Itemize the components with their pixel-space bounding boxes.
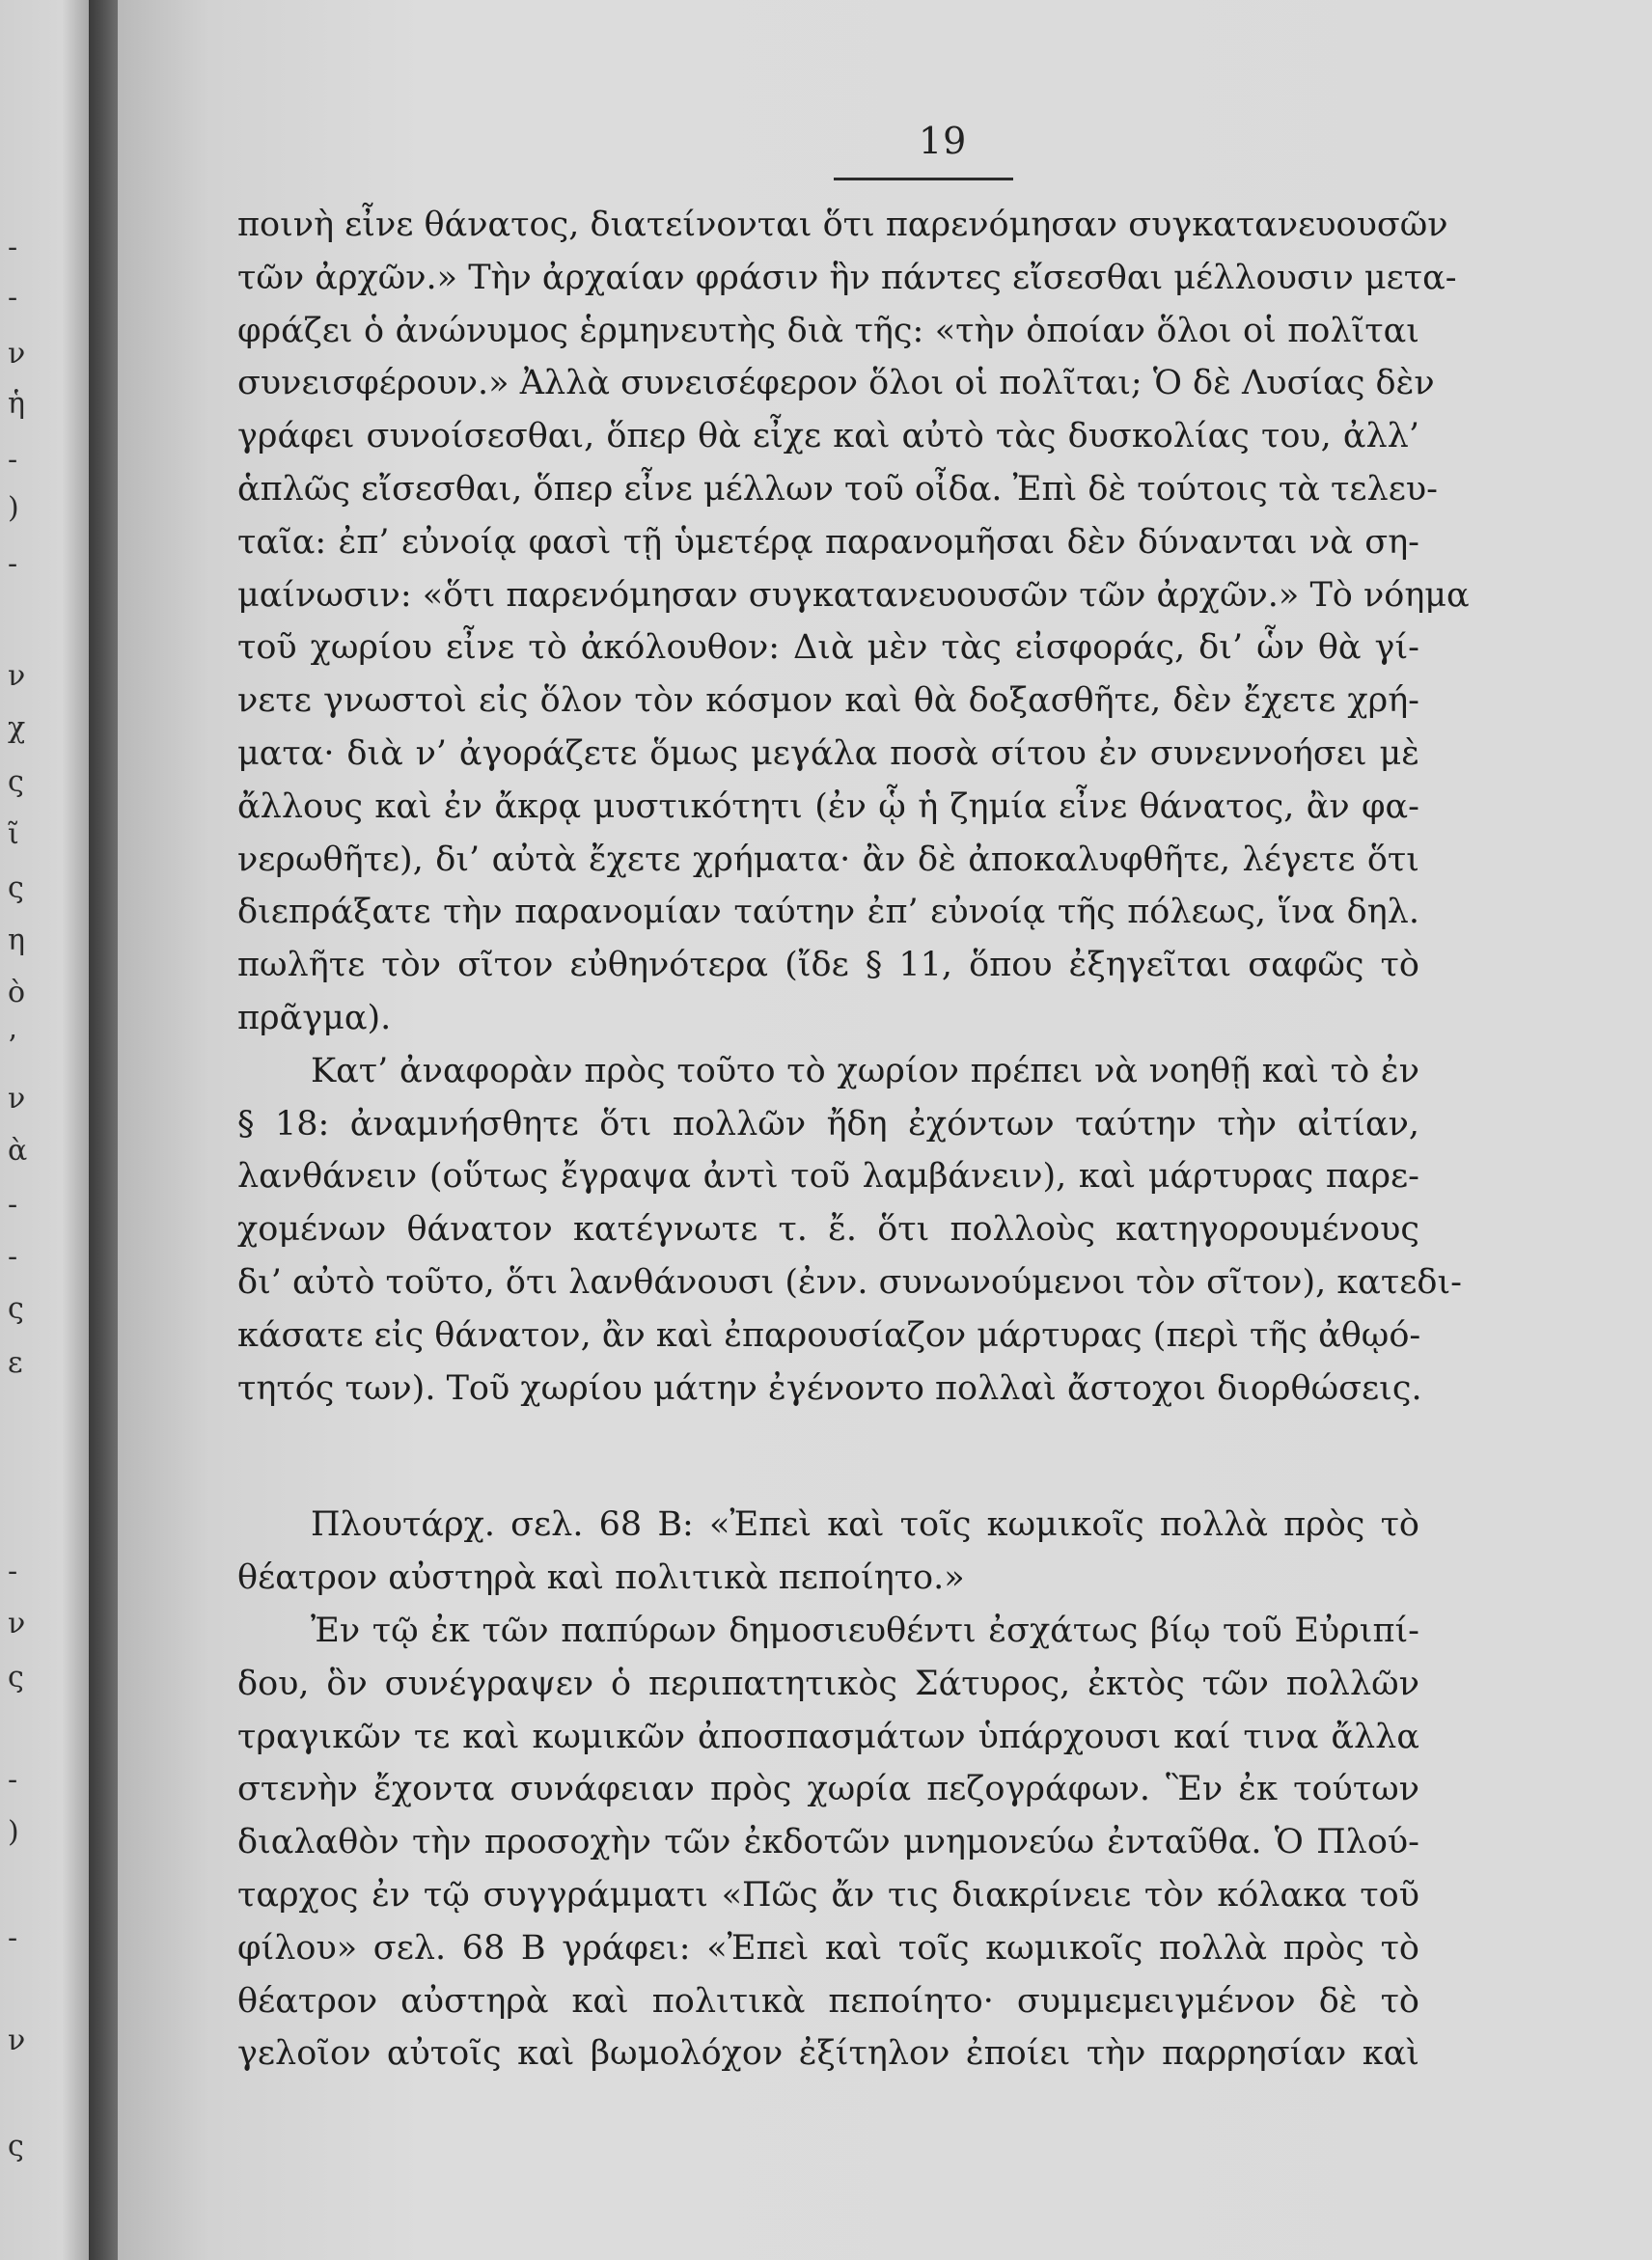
text-line: ταρχος ἐν τῷ συγγράμματι «Πῶς ἄν τις διακρίνειε τὸν κόλακα τοῦ (237, 1875, 1419, 1915)
paragraph (237, 1045, 1462, 1416)
facing-page-fragment: - (8, 1763, 18, 1797)
facing-page-fragment: ς (8, 2130, 24, 2164)
text-line: νετε γνωστοὶ εἰς ὅλον τὸν κόσμον καὶ θὰ δοξασθῆτε, δὲν ἔχετε χρή- (237, 681, 1419, 721)
header-rule (834, 178, 1013, 180)
text-line: Κατ’ ἀναφορὰν πρὸς τοῦτο τὸ χωρίον πρέπει νὰ νοηθῇ καὶ τὸ ἐν (311, 1051, 1419, 1090)
facing-page-fragment: - (8, 1240, 18, 1274)
text-line: γελοῖον αὐτοῖς καὶ βωμολόχον ἐξίτηλον ἐποίει τὴν παρρησίαν καὶ (237, 2034, 1419, 2074)
text-line: φίλου» σελ. 68 B γράφει: «Ἐπεὶ καὶ τοῖς κωμικοῖς πολλὰ πρὸς τὸ (237, 1928, 1419, 1968)
text-line: Ἐν τῷ ἐκ τῶν παπύρων δημοσιευθέντι ἐσχάτως βίῳ τοῦ Εὐριπί- (311, 1611, 1419, 1650)
facing-page-fragment: ν (8, 337, 26, 371)
facing-page-fragment: ς (8, 1661, 24, 1695)
text-line: χομένων θάνατον κατέγνωτε τ. ἔ. ὅτι πολλοὺς κατηγορουμένους (237, 1210, 1419, 1250)
text-line: ποινὴ εἶνε θάνατος, διατείνονται ὅτι παρενόμησαν συγκατανευουσῶν (237, 206, 1448, 244)
text-line: διαλαθὸν τὴν προσοχὴν τῶν ἐκδοτῶν μνημονεύω ἐνταῦθα. Ὁ Πλού- (237, 1823, 1419, 1862)
text-line: ματα· διὰ ν’ ἀγοράζετε ὅμως μεγάλα ποσὰ σίτου ἐν συνεννοήσει μὲ (237, 733, 1419, 773)
text-line: πρᾶγμα). (237, 998, 392, 1037)
facing-page-fragment: ς (8, 871, 24, 905)
text-line: τοῦ χωρίου εἶνε τὸ ἀκόλουθον: Διὰ μὲν τὰς εἰσφοράς, δι’ ὧν θὰ γί- (237, 628, 1419, 668)
facing-page-fragment: ν (8, 659, 26, 693)
facing-page-fragment: ) (8, 491, 19, 525)
text-line: δου, ὃν συνέγραψεν ὁ περιπατητικὸς Σάτυρος, ἐκτὸς τῶν πολλῶν (237, 1664, 1419, 1703)
text-line: τητός των). Τοῦ χωρίου μάτην ἐγένοντο πολλαὶ ἄστοχοι διορθώσεις. (237, 1368, 1422, 1408)
text-line: συνεισφέρουν.» Ἀλλὰ συνεισέφερον ὅλοι οἱ πολῖται; Ὁ δὲ Λυσίας δὲν (237, 364, 1435, 403)
paragraph (237, 199, 1470, 1045)
facing-page-fragment: ) (8, 1815, 19, 1849)
facing-page-fragment: η (8, 923, 25, 957)
text-line: κάσατε εἰς θάνατον, ἂν καὶ ἐπαρουσίαζον μάρτυρας (περὶ τῆς ἀθῳό- (237, 1315, 1421, 1355)
text-line: ἁπλῶς εἴσεσθαι, ὅπερ εἶνε μέλλων τοῦ οἶδα. Ἐπὶ δὲ τούτοις τὰ τελευ- (237, 469, 1438, 509)
facing-page-fragment: ἡ (8, 387, 25, 421)
text-line: δι’ αὐτὸ τοῦτο, ὅτι λανθάνουσι (ἐνν. συνωνούμενοι τὸν σῖτον), κατεδι- (237, 1262, 1462, 1302)
facing-page-fragment: ν (8, 1607, 26, 1640)
left-page-margin (0, 0, 89, 2260)
text-line: θέατρον αὐστηρὰ καὶ πολιτικὰ πεποίητο· συμμεμειγμένον δὲ τὸ (237, 1981, 1419, 2021)
paragraph-gap (237, 1415, 1419, 1499)
text-line: νερωθῆτε), δι’ αὐτὰ ἔχετε χρήματα· ἂν δὲ ἀποκαλυφθῆτε, λέγετε ὅτι (237, 840, 1419, 879)
text-line: στενὴν ἔχοντα συνάφειαν πρὸς χωρία πεζογράφων. Ἓν ἐκ τούτων (237, 1770, 1419, 1809)
paragraph (237, 1499, 1419, 1605)
text-line: διεπράξατε τὴν παρανομίαν ταύτην ἐπ’ εὐνοίᾳ τῆς πόλεως, ἵνα δηλ. (237, 893, 1419, 932)
facing-page-fragment: ν (8, 2024, 26, 2057)
facing-page-fragment: ὸ (8, 976, 26, 1009)
text-line: μαίνωσιν: «ὅτι παρενόμησαν συγκατανευουσῶν τῶν ἀρχῶν.» Τὸ νόημα (237, 575, 1470, 615)
facing-page-fragment: - (8, 281, 18, 315)
facing-page-fragment: ’ (8, 1030, 17, 1063)
facing-page-fragment: ς (8, 765, 24, 799)
facing-page-fragment: - (8, 1555, 18, 1588)
text-line: ταῖα: ἐπ’ εὐνοίᾳ φασὶ τῇ ὑμετέρᾳ παρανομῆσαι δὲν δύνανται νὰ ση- (237, 522, 1419, 562)
text-line: θέατρον αὐστηρὰ καὶ πολιτικὰ πεποίητο.» (237, 1558, 965, 1598)
facing-page-fragment: ὰ (8, 1134, 28, 1168)
facing-page-fragment: - (8, 547, 18, 581)
facing-page-fragment: ν (8, 1082, 26, 1116)
text-line: ἄλλους καὶ ἐν ἄκρᾳ μυστικότητι (ἐν ᾧ ἡ ζημία εἶνε θάνατος, ἂν φα- (237, 786, 1419, 826)
text-line: § 18: ἀναμνήσθητε ὅτι πολλῶν ἤδη ἐχόντων ταύτην τὴν αἰτίαν, (237, 1104, 1419, 1144)
text-line: γράφει συνοίσεσθαι, ὅπερ θὰ εἶχε καὶ αὐτὸ τὰς δυσκολίας του, ἀλλ’ (237, 417, 1419, 456)
book-spine (89, 0, 118, 2260)
text-line: φράζει ὁ ἀνώνυμος ἑρμηνευτὴς διὰ τῆς: «τὴν ὁποίαν ὅλοι οἱ πολῖται (237, 311, 1419, 350)
facing-page-fragment: - (8, 231, 18, 264)
facing-page-fragment: χ (8, 711, 26, 745)
text-line: Πλουτάρχ. σελ. 68 B: «Ἐπεὶ καὶ τοῖς κωμικοῖς πολλὰ πρὸς τὸ (311, 1505, 1419, 1545)
facing-page-fragment: - (8, 1921, 18, 1955)
paragraph (237, 1605, 1419, 2081)
text-line: τραγικῶν τε καὶ κωμικῶν ἀποσπασμάτων ὑπάρχουσι καί τινα ἄλλα (237, 1717, 1419, 1756)
facing-page-fragment: - (8, 1188, 18, 1222)
text-line: λανθάνειν (οὕτως ἔγραψα ἀντὶ τοῦ λαμβάνειν), καὶ μάρτυρας παρε- (237, 1157, 1419, 1197)
facing-page-fragment: - (8, 443, 18, 477)
facing-page-fragment: ῖ (8, 817, 19, 851)
facing-page-fragment: ς (8, 1292, 24, 1326)
text-line: πωλῆτε τὸν σῖτον εὐθηνότερα (ἴδε § 11, ὅπου ἐξηγεῖται σαφῶς τὸ (237, 946, 1419, 985)
page-number: 19 (919, 120, 968, 162)
text-line: τῶν ἀρχῶν.» Τὴν ἀρχαίαν φράσιν ἣν πάντες εἴσεσθαι μέλλουσιν μετα- (237, 258, 1457, 297)
facing-page-fragment: ε (8, 1346, 23, 1380)
page-body-text (237, 199, 1470, 2081)
